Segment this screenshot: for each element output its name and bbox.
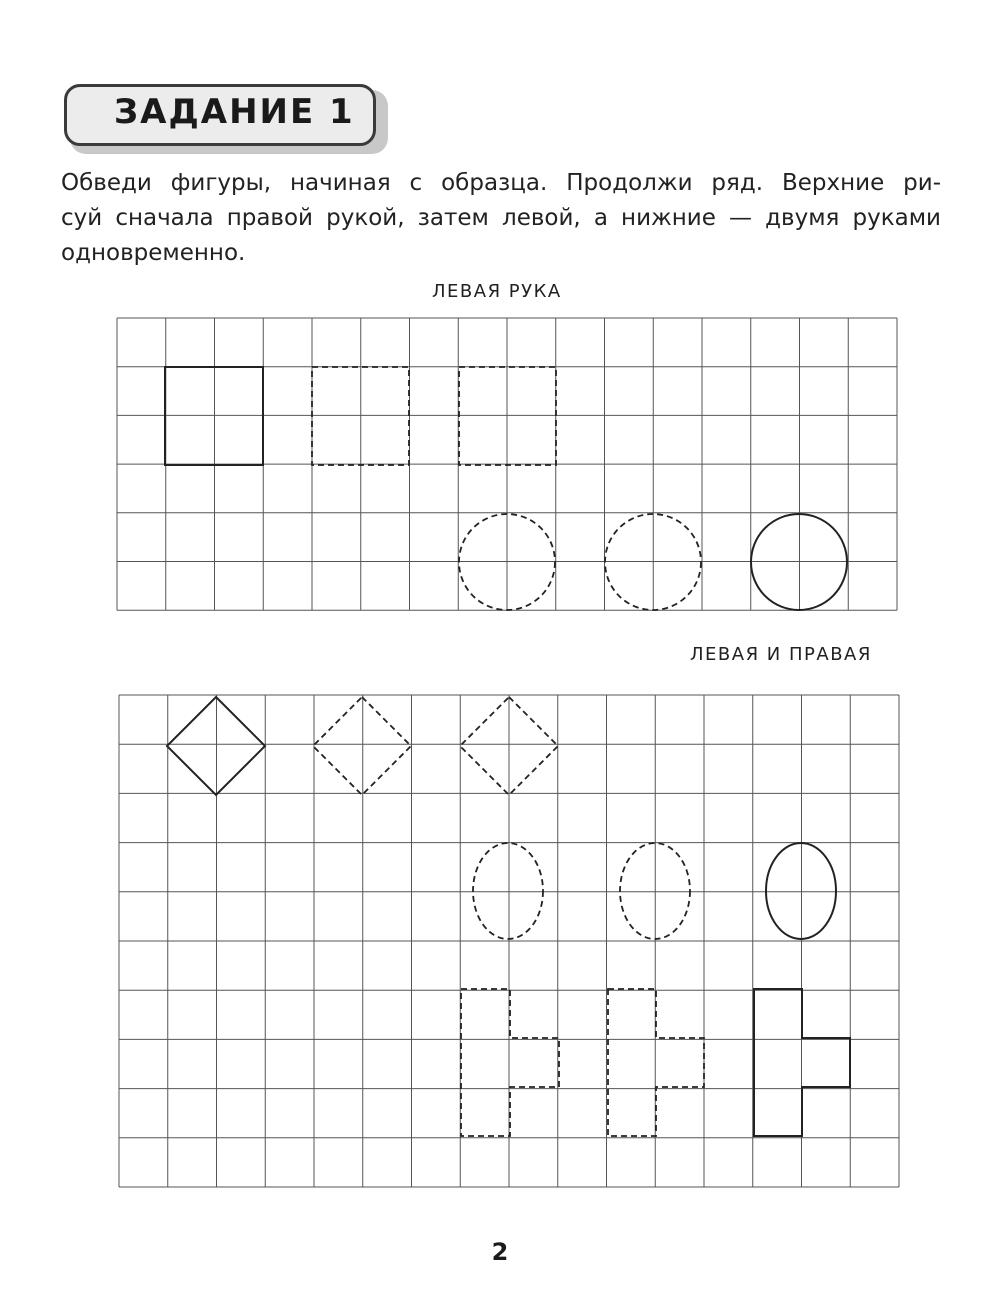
- t-shape-dashed: [461, 989, 559, 1136]
- instructions-line-2: суй сначала правой рукой, затем левой, а нижние — двумя руками: [61, 205, 941, 231]
- instructions-line-1: Обведи фигуры, начиная с образца. Продолжи ряд. Верхние ри-: [61, 170, 941, 196]
- oval-dashed: [473, 843, 543, 939]
- grid-bottom: [119, 695, 899, 1187]
- t-shape-dashed: [608, 989, 704, 1136]
- page-number: 2: [491, 1238, 509, 1266]
- page-title: ЗАДАНИЕ 1: [114, 92, 355, 132]
- diamond-dashed: [313, 697, 411, 795]
- caption-bottom: ЛЕВАЯ И ПРАВАЯ: [690, 644, 872, 665]
- caption-top: ЛЕВАЯ РУКА: [432, 281, 562, 302]
- instructions-line-3: одновременно.: [61, 240, 246, 266]
